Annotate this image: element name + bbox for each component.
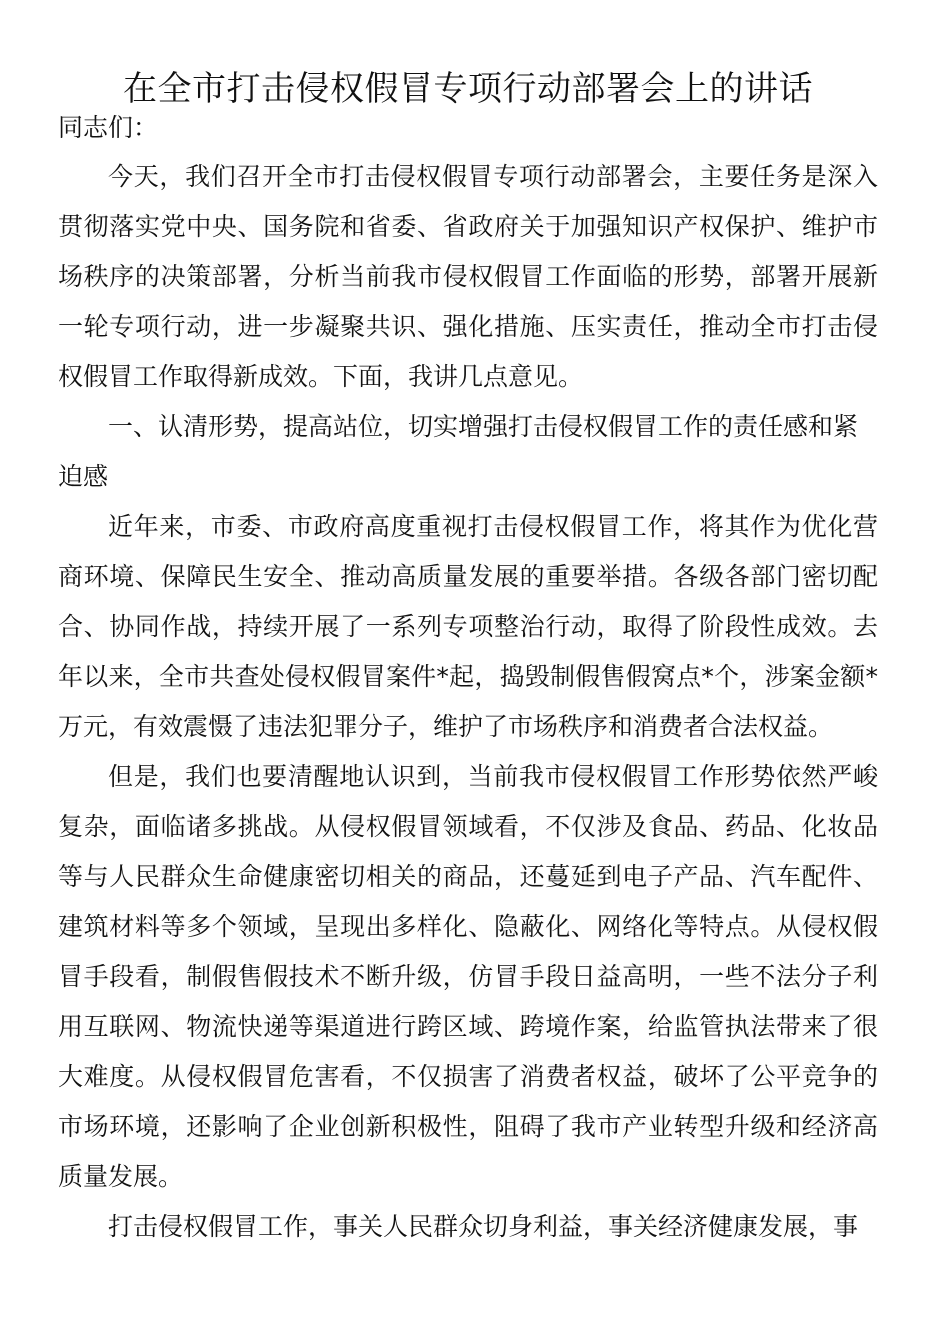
paragraph-importance: 打击侵权假冒工作，事关人民群众切身利益，事关经济健康发展，事 xyxy=(108,1212,859,1241)
paragraph-achievements: 近年来，市委、市政府高度重视打击侵权假冒工作，将其作为优化营商环境、保障民生安全、推动高质量发展的重要举措。各级各部门密切配合、协同作战，持续开展了一系列专项整治行动，取得了阶段性成效。去年以来，全市共查处侵权假冒案件*起，捣毁制假售假窝点*个，涉案金额*万元，有效震慑了违法犯罪分子，维护了市场秩序和消费者合法权益。 xyxy=(58,512,878,741)
section-heading-1: 一、认清形势，提高站位，切实增强打击侵权假冒工作的责任感和紧迫感 xyxy=(58,412,859,491)
paragraph-challenges: 但是，我们也要清醒地认识到，当前我市侵权假冒工作形势依然严峻复杂，面临诸多挑战。从侵权假冒领域看，不仅涉及食品、药品、化妆品等与人民群众生命健康密切相关的商品，还蔓延到电子产品、汽车配件、建筑材料等多个领域，呈现出多样化、隐蔽化、网络化等特点。从侵权假冒手段看，制假售假技术不断升级，仿冒手段日益高明，一些不法分子利用互联网、物流快递等渠道进行跨区域、跨境作案，给监管执法带来了很大难度。从侵权假冒危害看，不仅损害了消费者权益，破坏了公平竞争的市场环境，还影响了企业创新积极性，阻碍了我市产业转型升级和经济高质量发展。 xyxy=(58,762,878,1191)
document-title: 在全市打击侵权假冒专项行动部署会上的讲话 xyxy=(123,69,813,109)
paragraph-intro: 今天，我们召开全市打击侵权假冒专项行动部署会，主要任务是深入贯彻落实党中央、国务院和省委、省政府关于加强知识产权保护、维护市场秩序的决策部署，分析当前我市侵权假冒工作面临的形势，部署开展新一轮专项行动，进一步凝聚共识、强化措施、压实责任，推动全市打击侵权假冒工作取得新成效。下面，我讲几点意见。 xyxy=(58,162,878,391)
salutation: 同志们： xyxy=(58,113,159,142)
